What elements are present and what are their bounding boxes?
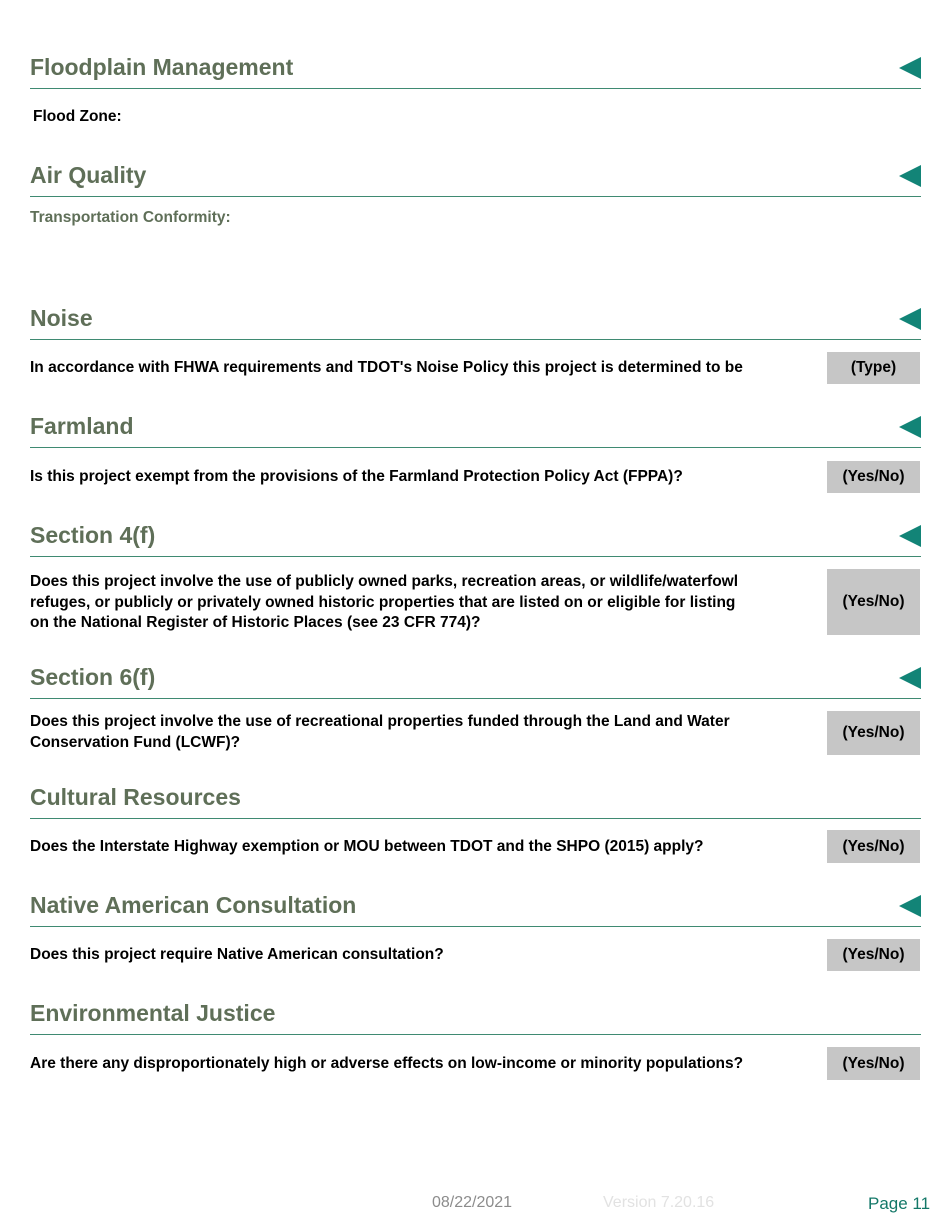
section-cultural-header [30,770,921,819]
noise-type-field[interactable]: (Type) [827,352,920,384]
section-noise-header [30,291,921,340]
cultural-question: Does the Interstate Highway exemption or MOU between TDOT and the SHPO (2015) apply? [30,838,704,855]
transportation-conformity-label: Transportation Conformity: [30,209,231,226]
section-6f-header [30,650,921,699]
section-6f-question [30,712,730,753]
footer-page-number: Page 11 [868,1194,931,1213]
section-env-justice-header [30,986,921,1035]
collapse-triangle-icon[interactable] [899,57,921,79]
collapse-triangle-icon[interactable] [899,667,921,689]
section-farmland-header [30,399,921,448]
section-title: Farmland [30,413,134,439]
section-floodplain-header [30,40,921,89]
section-4f-header [30,508,921,557]
section-title: Native American Consultation [30,892,357,918]
cultural-answer-field[interactable]: (Yes/No) [827,830,920,863]
noise-question: In accordance with FHWA requirements and TDOT's Noise Policy this project is determined to be [30,359,743,376]
question-line: refuges, or publicly or privately owned historic properties that are listed on or eligible for listing [30,593,736,611]
env-justice-question: Are there any disproportionately high or adverse effects on low-income or minority populations? [30,1055,744,1072]
section-native-american-header [30,878,921,927]
collapse-triangle-icon[interactable] [899,165,921,187]
flood-zone-label: Flood Zone: [33,108,122,125]
question-line: Conservation Fund (LCWF)? [30,733,241,751]
question-line: on the National Register of Historic Places (see 23 CFR 774)? [30,614,481,631]
footer-version: Version 7.20.16 [603,1194,715,1211]
section-4f-question [30,572,738,634]
section-title: Cultural Resources [30,784,241,810]
collapse-triangle-icon[interactable] [899,525,921,547]
section-title: Air Quality [30,162,147,188]
native-american-answer-field[interactable]: (Yes/No) [827,939,920,971]
section-air-quality-header [30,148,921,197]
farmland-question: Is this project exempt from the provisions of the Farmland Protection Policy Act (FPPA)? [30,468,683,485]
native-american-question: Does this project require Native American consultation? [30,946,444,963]
section-title: Environmental Justice [30,1000,276,1026]
env-justice-answer-field[interactable]: (Yes/No) [827,1047,920,1080]
question-line: Does this project involve the use of publicly owned parks, recreation areas, or wildlife/waterfowl [30,573,739,590]
section-title: Noise [30,305,93,331]
collapse-triangle-icon[interactable] [899,308,921,330]
section-title: Floodplain Management [30,54,294,80]
section-title: Section 6(f) [30,664,156,690]
collapse-triangle-icon[interactable] [899,895,921,917]
question-line: Does this project involve the use of recreational properties funded through the Land and Water [30,713,730,730]
footer-date: 08/22/2021 [432,1194,513,1211]
collapse-triangle-icon[interactable] [899,416,921,438]
farmland-answer-field[interactable]: (Yes/No) [827,461,920,493]
section-6f-answer-field[interactable]: (Yes/No) [827,711,920,755]
section-title: Section 4(f) [30,522,156,548]
section-4f-answer-field[interactable]: (Yes/No) [827,569,920,635]
